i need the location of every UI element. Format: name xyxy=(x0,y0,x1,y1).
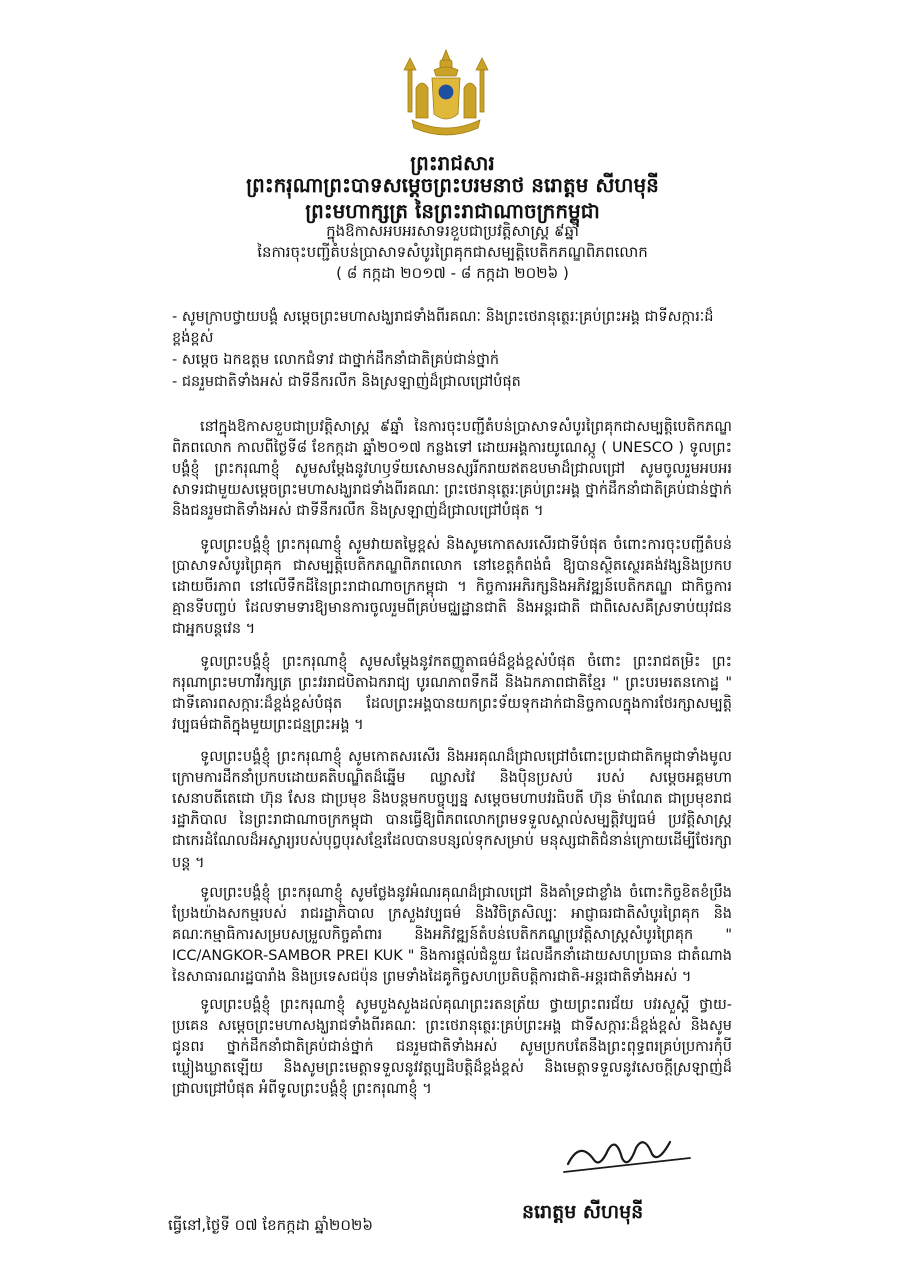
body-paragraph: ទូលព្រះបង្គំខ្ញុំ ព្រះករុណាខ្ញុំ សូមថ្លែងនូវអំណរគុណដ៏ជ្រាលជ្រៅ និងគាំទ្រជាខ្លាំង ចំពោះកិច្ចខិតខំប្រឹងប្រែងយ៉ាងសកម្មរបស់ រាជរដ្ឋាភិបាល ក្រសួងវប្បធម៌ និងវិចិត្រសិល្បៈ អាជ្ញាធរជាតិសំបូរព្រៃគុក និងគណៈកម្មាធិការសម្របសម្រួលកិច្ចគាំពារ និងអភិវឌ្ឍន៍តំបន់បេតិកភណ្ឌប្រវត្តិសាស្ត្រសំបូរព្រៃគុក " ICC/ANGKOR-SAMBOR PREI KUK " និងការផ្ដល់ជំនួយ ដែលដឹកនាំដោយសហប្រធាន ជាតំណាងនៃសាធារណរដ្ឋបារាំង និងប្រទេសជប៉ុន ព្រមទាំងដៃគូកិច្ចសហប្រតិបត្តិការជាតិ-អន្តរជាតិទាំងអស់ ។ xyxy=(172,884,732,986)
occasion-line-1: ក្នុងឱកាសអបអរសាទរខួបជាប្រវត្តិសាស្ត្រ ៩ឆ្នាំ xyxy=(326,222,579,240)
addressee-item: - សម្តេច ឯកឧត្តម លោកជំទាវ ជាថ្នាក់ដឹកនាំជាតិគ្រប់ជាន់ថ្នាក់ xyxy=(172,352,500,368)
body-paragraph: នៅក្នុងឱកាសខួបជាប្រវត្តិសាស្ត្រ ៩ឆ្នាំ នៃការចុះបញ្ជីតំបន់ប្រាសាទសំបូរព្រៃគុកជាសម្បត្តិបេតិកភណ្ឌពិភពលោក កាលពីថ្ងៃទី៨ ខែកក្កដា ឆ្នាំ២០១៧ កន្លងទៅ ដោយអង្គការយូណេស្កូ ( UNESCO ) ទូលព្រះបង្គំខ្ញុំ ព្រះករុណាខ្ញុំ សូមសម្តែងនូវហឫទ័យសោមនស្សរីករាយឥតឧបមាដ៏ជ្រាលជ្រៅ សូមចូលរួមអបអរសាទរជាមួយសម្តេចព្រះមហាសង្ឃរាជទាំងពីរគណៈ ព្រះថេរានុត្ថេរៈគ្រប់ព្រះអង្គ ថ្នាក់ដឹកនាំជាតិគ្រប់ជាន់ថ្នាក់ និងជនរួមជាតិទាំងអស់ ជាទីនឹករលឹក និងស្រឡាញ់ដ៏ជ្រាលជ្រៅបំផុត ។ xyxy=(172,418,732,520)
signer-name: នរោត្តម សីហមុនី xyxy=(522,1201,644,1223)
addressee-item: - ជនរួមជាតិទាំងអស់ ជាទីនឹករលឹក និងស្រឡាញ់ដ៏ជ្រាលជ្រៅបំផុត xyxy=(172,374,521,390)
occasion-dates: ( ៨ កក្កដា ២០១៧ - ៨ កក្កដា ២០២៦ ) xyxy=(336,264,569,282)
royal-arms-emblem-icon xyxy=(398,48,494,140)
occasion-line-2: នៃការចុះបញ្ជីតំបន់ប្រាសាទសំបូរព្រៃគុកជាសម្បត្តិបេតិកភណ្ឌពិភពលោក xyxy=(257,243,648,261)
body-paragraph: ទូលព្រះបង្គំខ្ញុំ ព្រះករុណាខ្ញុំ សូមវាយតម្លៃខ្ពស់ និងសូមកោតសរសើរជាទីបំផុត ចំពោះការចុះបញ្ជីតំបន់ប្រាសាទសំបូរព្រៃគុក ជាសម្បត្តិបេតិកភណ្ឌពិភពលោក នៅខេត្តកំពង់ធំ ឱ្យបានស្ថិតស្ថេរគង់វង្សនិងប្រកបដោយចីរភាព នៅលើទឹកដីនៃព្រះរាជាណាចក្រកម្ពុជា ។ កិច្ចការអភិរក្សនិងអភិវឌ្ឍន៍បេតិកភណ្ឌ ជាកិច្ចការគ្មានទីបញ្ចប់ ដែលទាមទារឱ្យមានការចូលរួមពីគ្រប់មជ្ឈដ្ឋានជាតិ និងអន្តរជាតិ ជាពិសេសគឺស្រទាប់យុវជនជាអ្នកបន្តវេន ។ xyxy=(172,536,732,638)
body-paragraph: ទូលព្រះបង្គំខ្ញុំ ព្រះករុណាខ្ញុំ សូមបួងសួងដល់គុណព្រះរតនត្រ័យ ថ្វាយព្រះពរជ័យ បវរសួស្តី ថ្វាយ-ប្រគេន សម្តេចព្រះមហាសង្ឃរាជទាំងពីរគណៈ ព្រះថេរានុត្ថេរៈគ្រប់ព្រះអង្គ ជាទីសក្ការៈដ៏ខ្ពង់ខ្ពស់ និងសូមជូនពរ ថ្នាក់ដឹកនាំជាតិគ្រប់ជាន់ថ្នាក់ ជនរួមជាតិទាំងអស់ សូមប្រកបតែនឹងព្រះពុទ្ធពរគ្រប់ប្រការកុំបីឃ្លៀងឃ្លាតឡើយ និងសូមព្រះមេត្តាទទួលនូវវត្តប្បដិបត្តិដ៏ខ្ពង់ខ្ពស់ និងមេត្តាទទួលនូវសេចក្តីស្រឡាញ់ដ៏ជ្រាលជ្រៅបំផុត អំពីទូលព្រះបង្គំខ្ញុំ ព្រះករុណាខ្ញុំ ។ xyxy=(172,996,732,1098)
king-subtitle: ព្រះមហាក្សត្រ នៃព្រះរាជាណាចក្រកម្ពុជា xyxy=(305,199,600,223)
addressee-item: - សូមក្រាបថ្វាយបង្គំ សម្តេចព្រះមហាសង្ឃរាជទាំងពីរគណៈ និងព្រះថេរានុត្ថេរៈគ្រប់ព្រះអង្គ ជាទីសក្ការៈដ៏ខ្ពង់ខ្ពស់ xyxy=(172,309,714,346)
body-paragraph: ទូលព្រះបង្គំខ្ញុំ ព្រះករុណាខ្ញុំ សូមសម្តែងនូវកតញ្ញូតាធម៌ដ៏ខ្ពង់ខ្ពស់បំផុត ចំពោះ ព្រះរាជតម្រិះ ព្រះករុណាព្រះមហាវីរក្សត្រ ព្រះវររាជបិតាឯករាជ្យ បូរណភាពទឹកដី និងឯកភាពជាតិខ្មែរ " ព្រះបរមរតនកោដ្ឋ " ជាទីគោរពសក្ការៈដ៏ខ្ពង់ខ្ពស់បំផុត ដែលព្រះអង្គបានយកព្រះទ័យទុកដាក់ជានិច្ចកាលក្នុងការថែរក្សាសម្បត្តិវប្បធម៌ជាតិក្នុងមួយព្រះជន្មព្រះអង្គ ។ xyxy=(172,653,732,734)
date-line: ធ្វើនៅ,ថ្ងៃទី ០៧ ខែកក្កដា ឆ្នាំ២០២៦ xyxy=(168,1216,373,1234)
handwritten-signature xyxy=(560,1120,700,1180)
document-title: ព្រះរាជសារ xyxy=(410,151,495,175)
body-paragraph: ទូលព្រះបង្គំខ្ញុំ ព្រះករុណាខ្ញុំ សូមកោតសរសើរ និងអរគុណដ៏ជ្រាលជ្រៅចំពោះប្រជាជាតិកម្ពុជាទាំងមូល ក្រោមការដឹកនាំប្រកបដោយគតិបណ្ឌិតដ៏ឆ្នើម ឈ្លាសវៃ និងប៉ិនប្រសប់ របស់ សម្តេចអគ្គមហាសេនាបតីតេជោ ហ៊ុន សែន ជាប្រមុខ និងបន្តមកបច្ចុប្បន្ន សម្តេចមហាបវរធិបតី ហ៊ុន ម៉ាណែត ជាប្រមុខរាជរដ្ឋាភិបាល នៃព្រះរាជាណាចក្រកម្ពុជា បានធ្វើឱ្យពិភពលោកព្រមទទួលស្គាល់សម្បត្តិវប្បធម៌ ប្រវត្តិសាស្ត្រជាកេរដំណែលដ៏អស្ចារ្យរបស់បុព្វបុរសខ្មែរដែលបានបន្សល់ទុកសម្រាប់ មនុស្សជាតិជំនាន់ក្រោយដើម្បីថែរក្សាបន្ត ។ xyxy=(172,748,732,871)
king-title: ព្រះករុណាព្រះបាទសម្តេចព្រះបរមនាថ នរោត្តម សីហមុនី xyxy=(246,173,659,197)
